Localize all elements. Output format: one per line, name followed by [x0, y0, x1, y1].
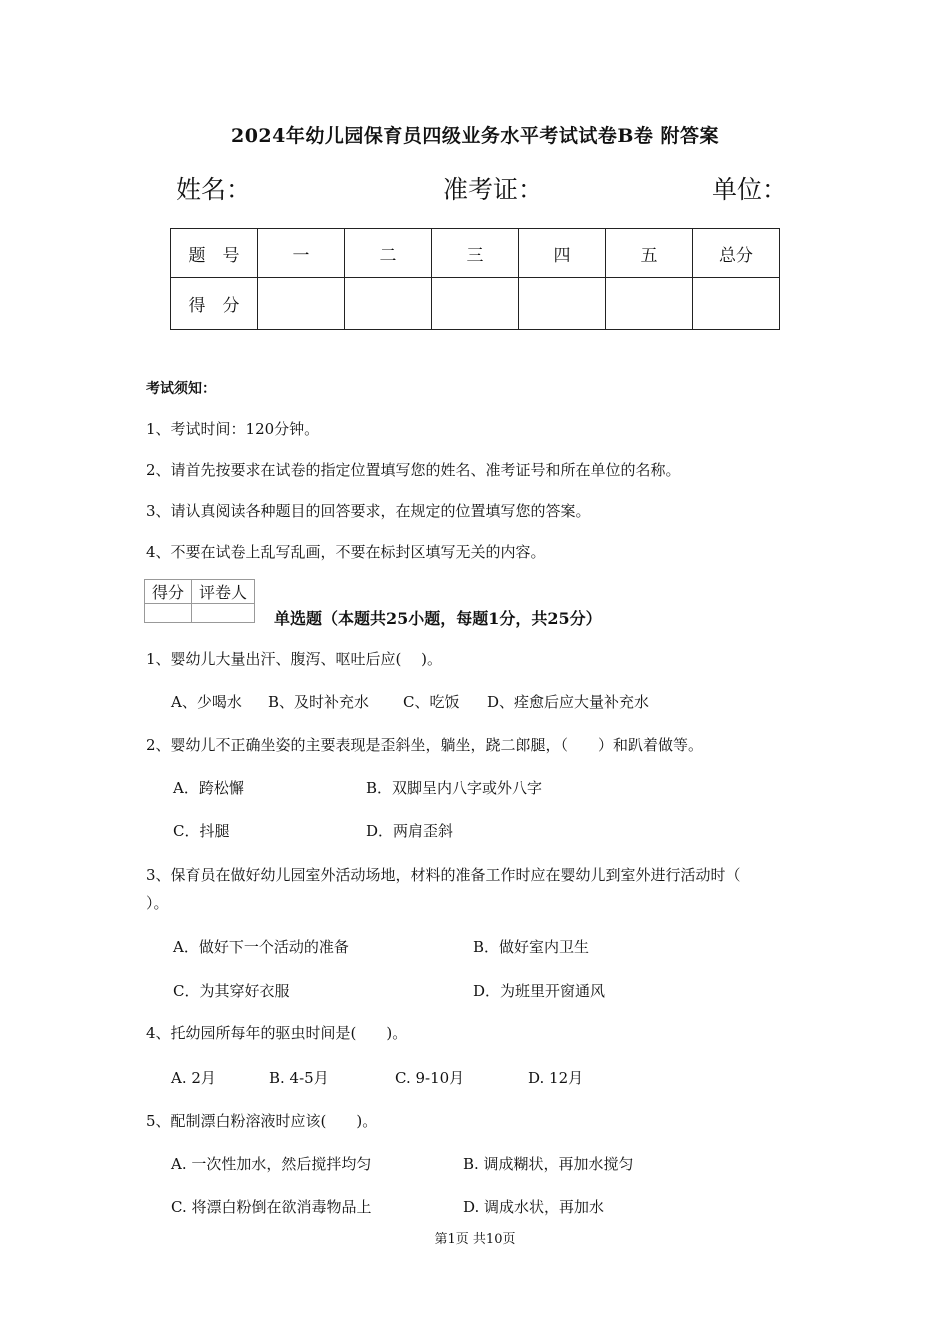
question-stem: 1、婴幼儿大量出汗、腹泻、呕吐后应( )。	[146, 650, 443, 668]
grader-name-entry[interactable]	[192, 604, 255, 623]
score-table-cell: 得 分	[171, 278, 258, 330]
grader-score-label: 得分	[145, 580, 192, 604]
score-table-cell: 一	[258, 229, 345, 278]
score-table-header-row	[171, 229, 780, 278]
question-stem: 4、托幼园所每年的驱虫时间是( )。	[146, 1024, 408, 1042]
question-option: D. 调成水状，再加水	[463, 1198, 605, 1216]
unit-field-label: 单位：	[712, 175, 788, 204]
notice-item: 3、请认真阅读各种题目的回答要求，在规定的位置填写您的答案。	[146, 502, 591, 520]
exam-id-field-label: 准考证：	[443, 175, 544, 204]
question-option: A．跨松懈	[173, 779, 244, 797]
score-table-cell: 五	[606, 229, 693, 278]
score-table-cell: 总分	[693, 229, 780, 278]
question-option: A. 2月	[171, 1069, 216, 1087]
score-entry-cell[interactable]	[606, 278, 693, 330]
score-table	[170, 228, 780, 330]
question-option: D. 12月	[528, 1069, 584, 1087]
question-option: B．做好室内卫生	[473, 938, 590, 956]
name-field-label: 姓名：	[176, 175, 252, 204]
score-table-cell: 题 号	[171, 229, 258, 278]
question-option: A、少喝水	[171, 693, 242, 711]
notice-item: 1、考试时间：120分钟。	[146, 420, 320, 438]
score-entry-cell[interactable]	[693, 278, 780, 330]
question-option: D．为班里开窗通风	[473, 982, 606, 1000]
question-option: A. 一次性加水，然后搅拌均匀	[171, 1155, 372, 1173]
score-table-cell: 二	[345, 229, 432, 278]
question-option: D、痊愈后应大量补充水	[487, 693, 650, 711]
exam-title: 2024年幼儿园保育员四级业务水平考试试卷B卷 附答案	[230, 125, 720, 147]
grader-score-entry[interactable]	[145, 604, 192, 623]
question-option: C．为其穿好衣服	[173, 982, 290, 1000]
grader-name-label: 评卷人	[192, 580, 255, 604]
page-footer: 第1页 共10页	[434, 1232, 516, 1247]
question-stem: 3、保育员在做好幼儿园室外活动场地，材料的准备工作时应在婴幼儿到室外进行活动时（	[146, 866, 741, 884]
question-stem: 2、婴幼儿不正确坐姿的主要表现是歪斜坐，躺坐，跷二郎腿，（ ）和趴着做等。	[146, 736, 704, 754]
notice-item: 4、不要在试卷上乱写乱画，不要在标封区填写无关的内容。	[146, 543, 546, 561]
question-option: B、及时补充水	[268, 693, 370, 711]
question-option: B. 调成糊状，再加水搅匀	[463, 1155, 634, 1173]
section-title: 单选题（本题共25小题，每题1分，共25分）	[274, 609, 602, 628]
question-option: B．双脚呈内八字或外八字	[366, 779, 543, 797]
question-option: A．做好下一个活动的准备	[173, 938, 349, 956]
question-option: B. 4-5月	[269, 1069, 329, 1087]
score-table-cell: 四	[519, 229, 606, 278]
score-table-score-row	[171, 278, 780, 330]
notice-heading: 考试须知：	[146, 381, 216, 397]
question-stem: 5、配制漂白粉溶液时应该( )。	[146, 1112, 378, 1130]
question-option: C. 9-10月	[395, 1069, 465, 1087]
score-entry-cell[interactable]	[345, 278, 432, 330]
score-entry-cell[interactable]	[519, 278, 606, 330]
score-entry-cell[interactable]	[258, 278, 345, 330]
score-entry-cell[interactable]	[432, 278, 519, 330]
notice-item: 2、请首先按要求在试卷的指定位置填写您的姓名、准考证号和所在单位的名称。	[146, 461, 681, 479]
grader-box	[144, 579, 255, 623]
question-stem-continued: ）。	[146, 894, 169, 912]
question-option: C．抖腿	[173, 822, 230, 840]
question-option: D．两肩歪斜	[366, 822, 454, 840]
question-option: C、吃饭	[403, 693, 460, 711]
score-table-cell: 三	[432, 229, 519, 278]
question-option: C. 将漂白粉倒在欲消毒物品上	[171, 1198, 372, 1216]
